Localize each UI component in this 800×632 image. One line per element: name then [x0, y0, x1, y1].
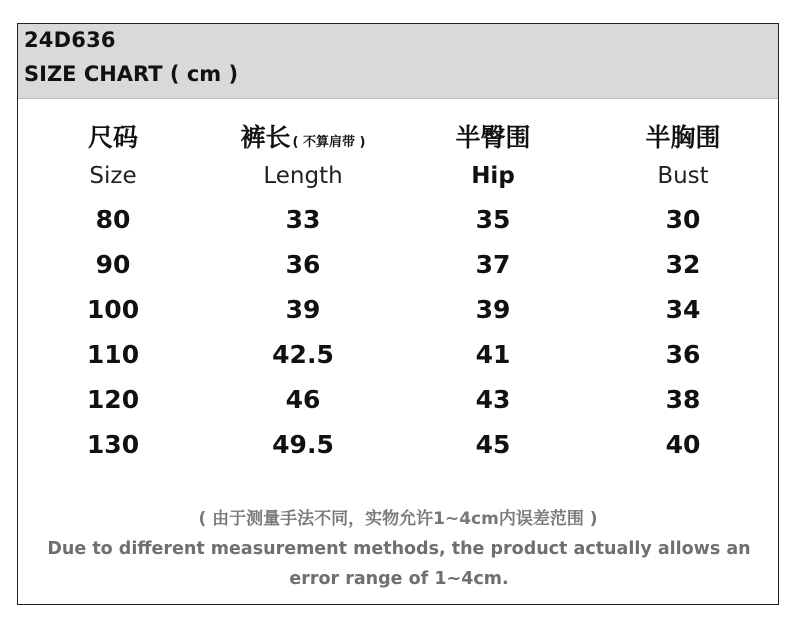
table-cell: 32 — [665, 250, 701, 279]
table-cell: 120 — [86, 385, 140, 414]
table-cell: 41 — [475, 340, 511, 369]
table-cell: 39 — [475, 295, 511, 324]
length-column — [208, 123, 398, 467]
table-cell: 90 — [95, 250, 131, 279]
bust-header-en: Bust — [657, 163, 709, 189]
length-header-cn: 裤长 ( 不算肩带 ) — [240, 123, 366, 152]
table-cell: 33 — [285, 205, 321, 234]
length-header-en: Length — [263, 163, 343, 189]
hip-header-cn: 半臀围 — [455, 123, 531, 152]
product-code: 24D636 — [24, 28, 116, 52]
chart-title: SIZE CHART ( cm ) — [24, 62, 239, 86]
table-cell: 35 — [475, 205, 511, 234]
table-cell: 36 — [665, 340, 701, 369]
table-cell: 30 — [665, 205, 701, 234]
table-cell: 40 — [665, 430, 701, 459]
table-cell: 45 — [475, 430, 511, 459]
measurement-note-en: Due to different measurement methods, the product actually allows an error range of 1~4cm. — [47, 539, 751, 589]
table-cell: 37 — [475, 250, 511, 279]
table-cell: 36 — [285, 250, 321, 279]
chart-header — [18, 24, 778, 99]
hip-column — [398, 123, 588, 467]
hip-header-en: Hip — [471, 163, 515, 189]
length-header-note: ( 不算肩带 ) — [292, 135, 366, 150]
table-cell: 100 — [86, 295, 140, 324]
bust-column — [588, 123, 778, 467]
table-cell: 39 — [285, 295, 321, 324]
size-header-cn: 尺码 — [87, 123, 138, 152]
bust-header-cn: 半胸围 — [645, 123, 721, 152]
table-cell: 46 — [285, 385, 321, 414]
table-cell: 42.5 — [272, 340, 334, 369]
measurement-note-cn: ( 由于测量手法不同，实物允许1~4cm内误差范围 ) — [198, 509, 598, 529]
table-cell: 110 — [86, 340, 140, 369]
table-cell: 38 — [665, 385, 701, 414]
table-cell: 43 — [475, 385, 511, 414]
table-cell: 49.5 — [272, 430, 334, 459]
table-cell: 130 — [86, 430, 140, 459]
table-cell: 34 — [665, 295, 701, 324]
size-chart-card — [17, 23, 779, 605]
table-cell: 80 — [95, 205, 131, 234]
size-column — [18, 123, 208, 467]
size-header-en: Size — [89, 163, 137, 189]
